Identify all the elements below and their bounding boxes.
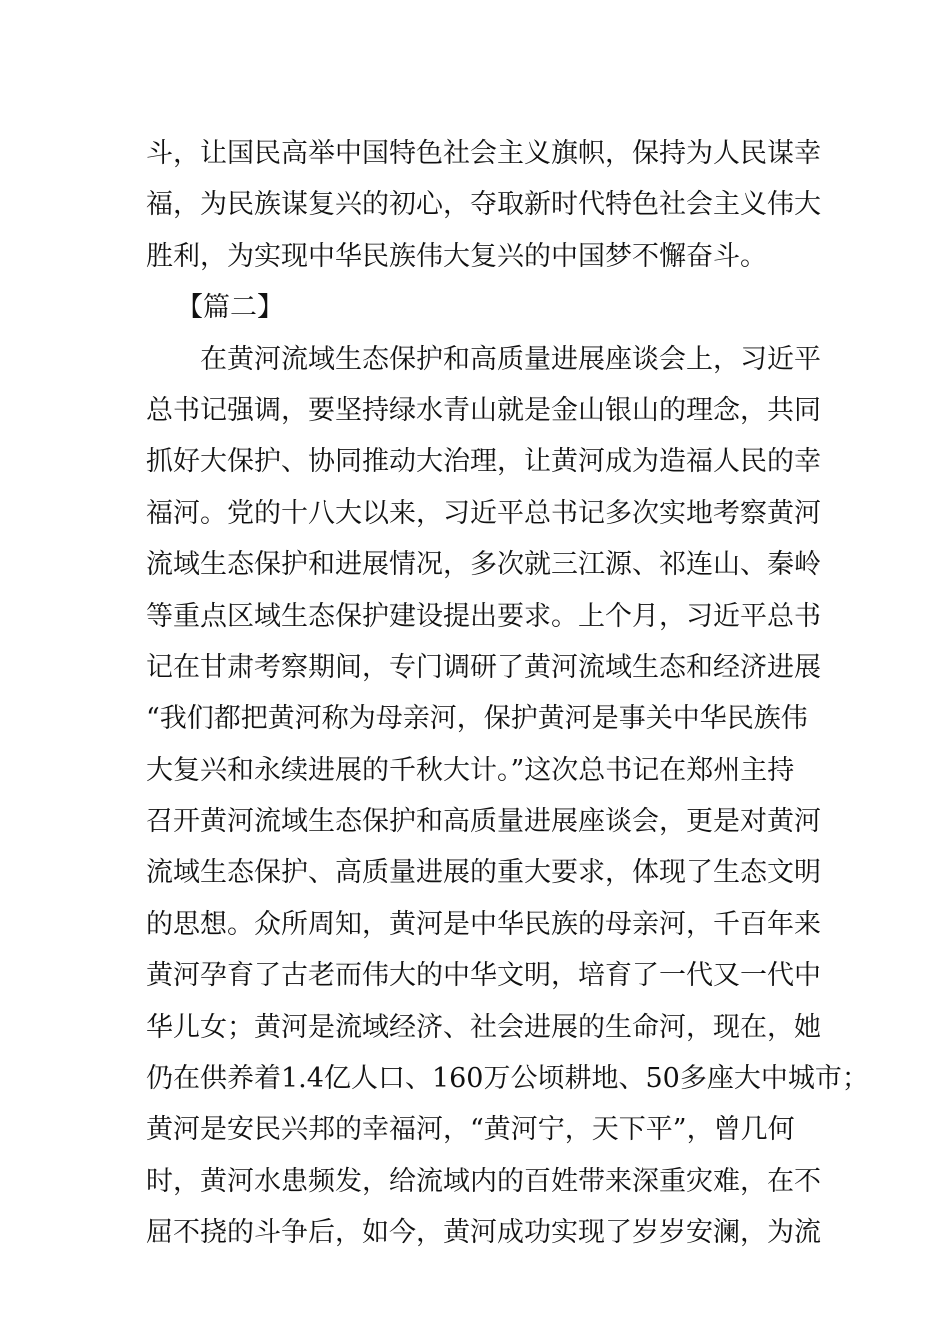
text-line: 记在甘肃考察期间，专门调研了黄河流域生态和经济进展: [146, 651, 821, 683]
text-line: 抓好大保护、协同推动大治理，让黄河成为造福人民的幸: [146, 446, 821, 478]
text-line: 胜利，为实现中华民族伟大复兴的中国梦不懈奋斗。: [146, 240, 767, 272]
section-heading: 【篇二】: [176, 292, 284, 324]
text-line: 召开黄河流域生态保护和高质量进展座谈会，更是对黄河: [146, 806, 821, 838]
text-line: 流域生态保护和进展情况，多次就三江源、祁连山、秦岭: [146, 549, 821, 581]
text-line: 大复兴和永续进展的千秋大计。”这次总书记在郑州主持: [146, 754, 795, 786]
text-line: “我们都把黄河称为母亲河，保护黄河是事关中华民族伟: [146, 703, 808, 735]
text-line: 等重点区域生态保护建设提出要求。上个月，习近平总书: [146, 600, 821, 632]
text-line: 时，黄河水患频发，给流域内的百姓带来深重灾难，在不: [146, 1165, 821, 1197]
text-line: 华儿女；黄河是流域经济、社会进展的生命河，现在，她: [146, 1011, 821, 1043]
text-line: 总书记强调，要坚持绿水青山就是金山银山的理念，共同: [146, 394, 821, 426]
text-line: 福河。党的十八大以来，习近平总书记多次实地考察黄河: [146, 497, 821, 529]
text-line: 斗，让国民高举中国特色社会主义旗帜，保持为人民谋幸: [146, 138, 821, 169]
text-line: 屈不挠的斗争后，如今，黄河成功实现了岁岁安澜，为流: [146, 1217, 821, 1249]
text-line: 黄河是安民兴邦的幸福河，“黄河宁，天下平”，曾几何: [146, 1114, 795, 1146]
text-line: 黄河孕育了古老而伟大的中华文明，培育了一代又一代中: [146, 960, 821, 992]
body-text: [146, 128, 869, 1259]
text-line: 仍在供养着1.4亿人口、160万公顷耕地、50多座大中城市；: [146, 1063, 869, 1095]
text-line: 流域生态保护、高质量进展的重大要求，体现了生态文明: [146, 857, 821, 889]
text-line: 的思想。众所周知，黄河是中华民族的母亲河，千百年来: [146, 908, 821, 940]
text-line: 福，为民族谋复兴的初心，夺取新时代特色社会主义伟大: [146, 189, 821, 221]
paragraph-first-line: 在黄河流域生态保护和高质量进展座谈会上，习近平: [200, 343, 821, 375]
